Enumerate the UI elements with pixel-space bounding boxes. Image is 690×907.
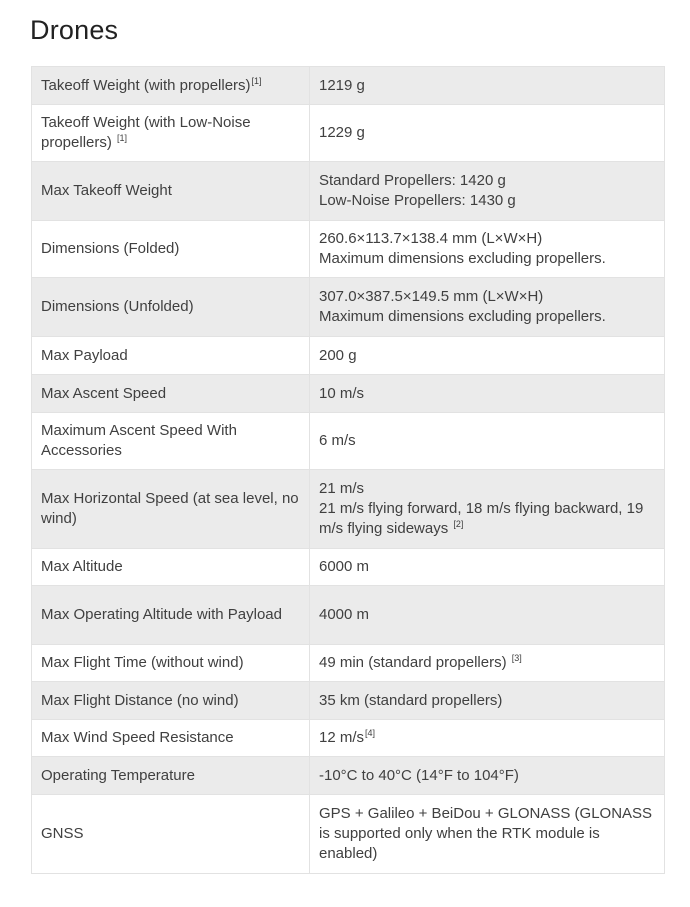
spec-value: GPS + Galileo + BeiDou + GLONASS (GLONASS is supported only when the RTK module is enabled) — [310, 795, 665, 874]
spec-value: 12 m/s[4] — [310, 720, 665, 757]
table-row — [32, 278, 665, 337]
spec-label: Takeoff Weight (with propellers)[1] — [32, 67, 310, 105]
spec-label: Max Horizontal Speed (at sea level, no wind) — [32, 470, 310, 549]
spec-table — [31, 66, 665, 874]
footnote-ref: [4] — [365, 728, 376, 738]
spec-label: Max Ascent Speed — [32, 375, 310, 413]
spec-value: 21 m/s 21 m/s flying forward, 18 m/s flying backward, 19 m/s flying sideways [2] — [310, 470, 665, 549]
table-row — [32, 645, 665, 682]
spec-value: 6 m/s — [310, 413, 665, 470]
table-row — [32, 105, 665, 162]
table-row — [32, 549, 665, 586]
spec-label: Max Wind Speed Resistance — [32, 720, 310, 757]
spec-value: 260.6×113.7×138.4 mm (L×W×H) Maximum dimensions excluding propellers. — [310, 221, 665, 278]
spec-value: 200 g — [310, 337, 665, 375]
spec-value: 35 km (standard propellers) — [310, 682, 665, 720]
table-row — [32, 162, 665, 221]
spec-value: Standard Propellers: 1420 g Low-Noise Propellers: 1430 g — [310, 162, 665, 221]
table-row — [32, 720, 665, 757]
spec-label: Max Altitude — [32, 549, 310, 586]
spec-value: 307.0×387.5×149.5 mm (L×W×H) Maximum dimensions excluding propellers. — [310, 278, 665, 337]
table-row — [32, 67, 665, 105]
spec-label: Max Flight Time (without wind) — [32, 645, 310, 682]
footnote-ref: [1] — [117, 133, 128, 143]
spec-value: 1219 g — [310, 67, 665, 105]
table-row — [32, 375, 665, 413]
spec-label: Max Flight Distance (no wind) — [32, 682, 310, 720]
footnote-ref: [2] — [453, 519, 464, 529]
table-row — [32, 682, 665, 720]
footnote-ref: [3] — [511, 653, 522, 663]
spec-value: 10 m/s — [310, 375, 665, 413]
page-title: Drones — [30, 15, 119, 45]
spec-label: Maximum Ascent Speed With Accessories — [32, 413, 310, 470]
spec-label: Operating Temperature — [32, 757, 310, 795]
table-row — [32, 757, 665, 795]
spec-value: 6000 m — [310, 549, 665, 586]
footnote-ref: [1] — [251, 75, 262, 86]
spec-label: Dimensions (Folded) — [32, 221, 310, 278]
spec-label: Max Takeoff Weight — [32, 162, 310, 221]
table-row — [32, 470, 665, 549]
table-row — [32, 795, 665, 874]
spec-value: 49 min (standard propellers) [3] — [310, 645, 665, 682]
spec-label: Dimensions (Unfolded) — [32, 278, 310, 337]
table-row — [32, 221, 665, 278]
spec-label: Takeoff Weight (with Low-Noise propellers) [1] — [32, 105, 310, 162]
spec-label: GNSS — [32, 795, 310, 874]
spec-label: Max Operating Altitude with Payload — [32, 586, 310, 645]
table-row — [32, 337, 665, 375]
spec-value: -10°C to 40°C (14°F to 104°F) — [310, 757, 665, 795]
table-row — [32, 586, 665, 645]
spec-value: 4000 m — [310, 586, 665, 645]
spec-label: Max Payload — [32, 337, 310, 375]
spec-value: 1229 g — [310, 105, 665, 162]
table-row — [32, 413, 665, 470]
